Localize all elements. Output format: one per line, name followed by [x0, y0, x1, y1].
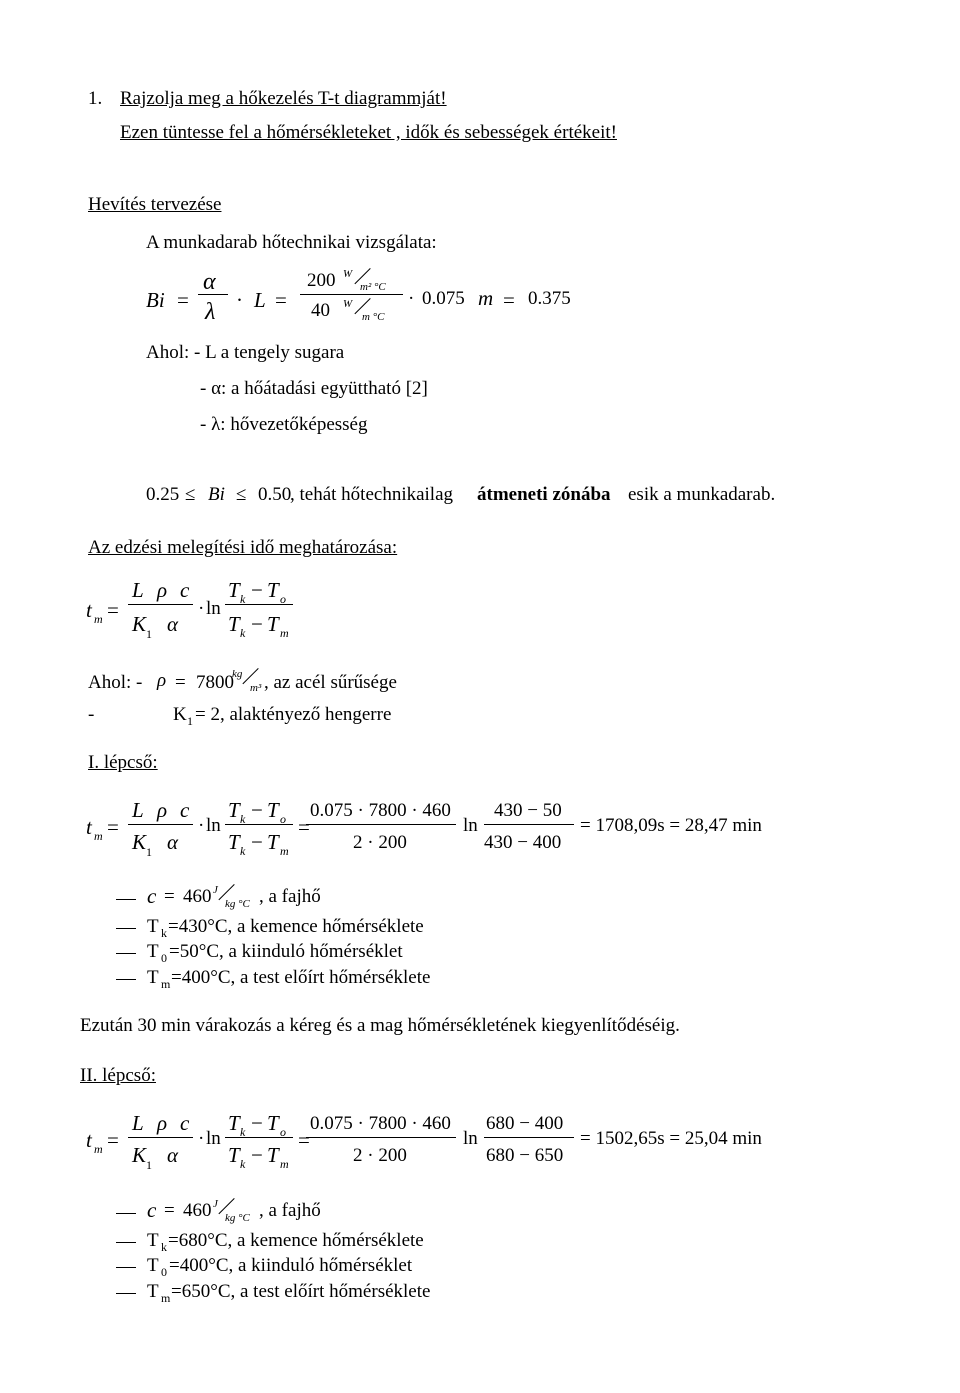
where-line: Ahol: - L a tengely sugara [146, 342, 345, 363]
heating-intro: A munkadarab hőtechnikai vizsgálata: [146, 232, 437, 253]
alpha-description: - α: a hőátadási együttható [2] [200, 378, 428, 399]
melt-heading: Az edzési melegítési idő meghatározása: [88, 537, 398, 558]
wait-note: Ezután 30 min várakozás a kéreg és a mag hőmérsékletének kiegyenlítődéséig. [80, 1015, 680, 1036]
task-number: 1. [88, 88, 103, 109]
heating-heading: Hevítés tervezése [88, 194, 222, 215]
task-line-2: Ezen tüntesse fel a hőmérsékleteket , idők és sebességek értékeit! [120, 122, 617, 143]
task-line-1: Rajzolja meg a hőkezelés T-t diagrammját! [120, 88, 447, 109]
step2-heading: II. lépcső: [80, 1065, 156, 1086]
lambda-description: - λ: hővezetőképesség [200, 414, 368, 435]
step1-heading: I. lépcső: [88, 752, 158, 773]
